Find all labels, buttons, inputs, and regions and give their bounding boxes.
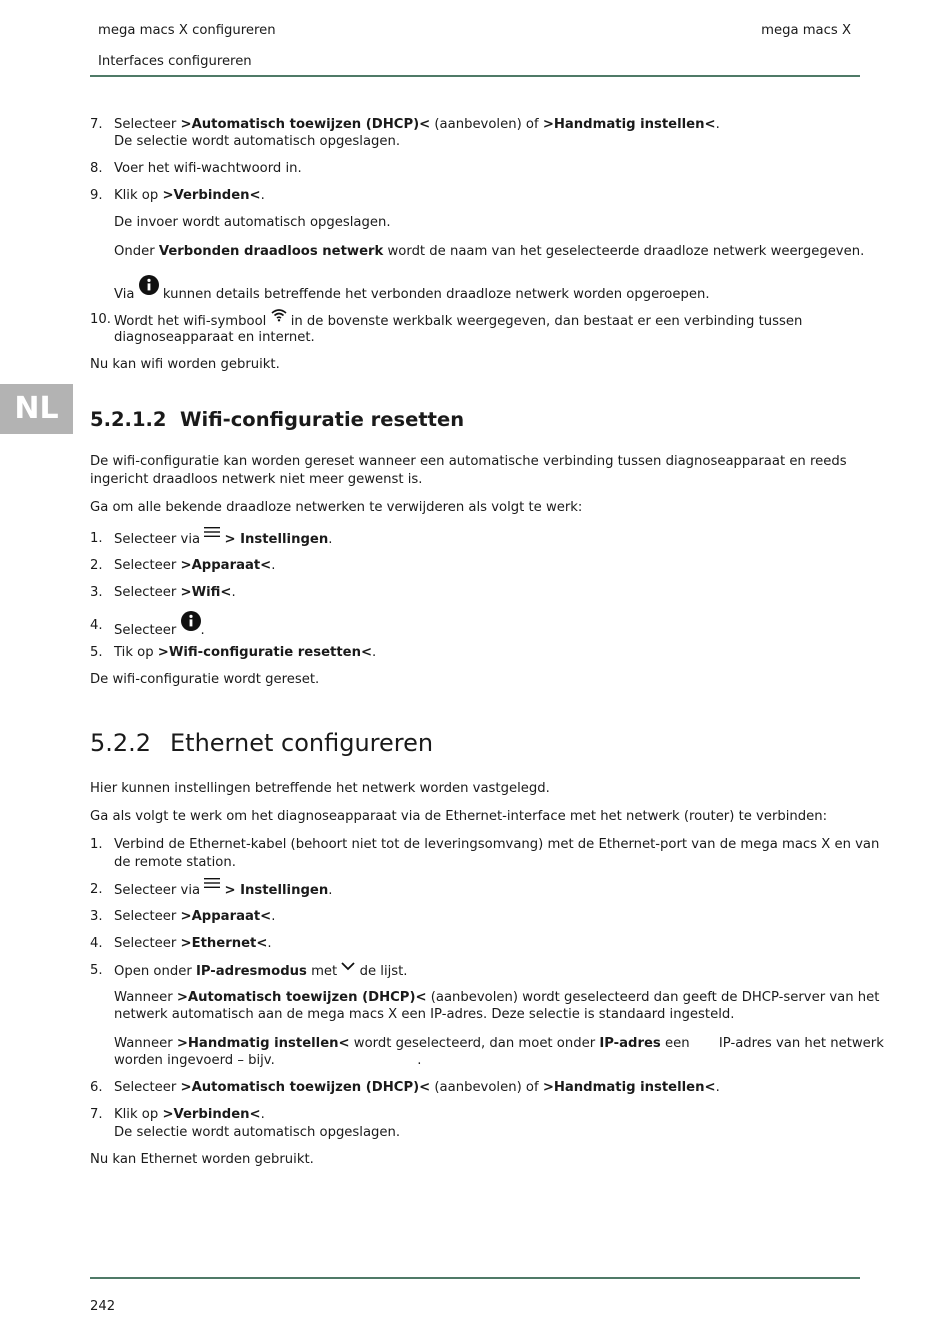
section-heading-wifi-reset — [90, 408, 464, 432]
step-number: 3. — [90, 909, 103, 924]
step-number: 4. — [90, 936, 103, 951]
step-number: 2. — [90, 882, 103, 897]
list-item-note: worden ingevoerd – bijv. . — [114, 1053, 422, 1068]
footer-rule — [90, 1277, 860, 1279]
list-item-note: diagnoseapparaat en internet. — [114, 330, 315, 345]
list-item: Selecteer . — [114, 617, 205, 643]
paragraph: Ga als volgt te werk om het diagnoseapparaat via de Ethernet-interface met het netwerk (router) te verbinden: — [90, 809, 828, 824]
list-item-note: Wanneer >Handmatig instellen< wordt geselecteerd, dan moet onder IP-adres een IP-adres van het netwerk — [114, 1036, 884, 1051]
list-item: Klik op >Verbinden<. — [114, 1107, 265, 1122]
list-item: Open onder IP-adresmodus met de lijst. — [114, 962, 408, 981]
list-item: Selecteer via > Instellingen. — [114, 881, 332, 900]
list-item-note: Via kunnen details betreffende het verbonden draadloze netwerk worden opgeroepen. — [114, 281, 710, 307]
step-number: 7. — [90, 1107, 103, 1122]
list-item: Klik op >Verbinden<. — [114, 188, 265, 203]
step-number: 10. — [90, 312, 111, 327]
section-title: Ethernet configureren — [170, 729, 434, 757]
wifi-icon — [271, 308, 287, 328]
info-icon — [139, 275, 159, 301]
step-number: 5. — [90, 963, 103, 978]
info-icon — [181, 611, 201, 637]
list-item: Selecteer >Automatisch toewijzen (DHCP)< (aanbevolen) of >Handmatig instellen<. — [114, 117, 720, 132]
paragraph: De wifi-configuratie kan worden gereset wanneer een automatische verbinding tussen diagnoseapparaat en reeds — [90, 454, 847, 469]
header-rule — [90, 75, 860, 77]
step-number: 2. — [90, 558, 103, 573]
chevron-down-icon — [341, 959, 355, 977]
section-title: Wifi-configuratie resetten — [180, 408, 465, 431]
list-item: Tik op >Wifi-configuratie resetten<. — [114, 645, 377, 660]
header-right-title: mega macs X — [761, 23, 851, 38]
list-item: Voer het wifi-wachtwoord in. — [114, 161, 302, 176]
section-heading-ethernet — [90, 728, 433, 758]
step-number: 6. — [90, 1080, 103, 1095]
step-number: 9. — [90, 188, 103, 203]
page-number: 242 — [90, 1299, 116, 1314]
list-item: Selecteer >Automatisch toewijzen (DHCP)< (aanbevolen) of >Handmatig instellen<. — [114, 1080, 720, 1095]
language-tab: NL — [0, 384, 73, 434]
list-item-note: De selectie wordt automatisch opgeslagen. — [114, 134, 401, 149]
step-number: 1. — [90, 531, 103, 546]
list-item-note: de remote station. — [114, 855, 236, 870]
section-number: 5.2.2 — [90, 729, 152, 757]
list-item: Selecteer >Apparaat<. — [114, 909, 276, 924]
paragraph: Ga om alle bekende draadloze netwerken te verwijderen als volgt te werk: — [90, 500, 583, 515]
paragraph: Hier kunnen instellingen betreffende het netwerk worden vastgelegd. — [90, 781, 550, 796]
list-item-note: Wanneer >Automatisch toewijzen (DHCP)< (aanbevolen) wordt geselecteerd dan geeft de DHCP-server van het — [114, 990, 880, 1005]
list-item: Verbind de Ethernet-kabel (behoort niet tot de leveringsomvang) met de Ethernet-port van de mega macs X en van — [114, 837, 880, 852]
step-number: 4. — [90, 618, 103, 633]
step-number: 5. — [90, 645, 103, 660]
list-item: Selecteer via > Instellingen. — [114, 530, 332, 549]
list-item: Selecteer >Ethernet<. — [114, 936, 272, 951]
ethernet-closing-text: Nu kan Ethernet worden gebruikt. — [90, 1152, 314, 1167]
list-item: Selecteer >Apparaat<. — [114, 558, 276, 573]
menu-icon — [204, 526, 220, 544]
list-item: Wordt het wifi-symbool in de bovenste werkbalk weergegeven, dan bestaat er een verbinding tussen — [114, 311, 802, 331]
header-subtitle: Interfaces configureren — [98, 54, 252, 69]
list-item-note: netwerk automatisch aan de mega macs X een IP-adres. Deze selectie is standaard ingesteld. — [114, 1007, 735, 1022]
step-number: 7. — [90, 117, 103, 132]
list-item-note: De invoer wordt automatisch opgeslagen. — [114, 215, 391, 230]
step-number: 8. — [90, 161, 103, 176]
paragraph: ingericht draadloos netwerk niet meer gewenst is. — [90, 472, 423, 487]
section-number: 5.2.1.2 — [90, 408, 167, 431]
step-number: 1. — [90, 837, 103, 852]
list-item-note: Onder Verbonden draadloos netwerk wordt de naam van het geselecteerde draadloze netwerk weergegeven. — [114, 244, 865, 259]
wifi-reset-closing-text: De wifi-configuratie wordt gereset. — [90, 672, 320, 687]
list-item-note: De selectie wordt automatisch opgeslagen. — [114, 1125, 401, 1140]
header-left-title: mega macs X configureren — [98, 23, 276, 38]
list-item: Selecteer >Wifi<. — [114, 585, 236, 600]
menu-icon — [204, 877, 220, 895]
wifi-closing-text: Nu kan wifi worden gebruikt. — [90, 357, 280, 372]
step-number: 3. — [90, 585, 103, 600]
